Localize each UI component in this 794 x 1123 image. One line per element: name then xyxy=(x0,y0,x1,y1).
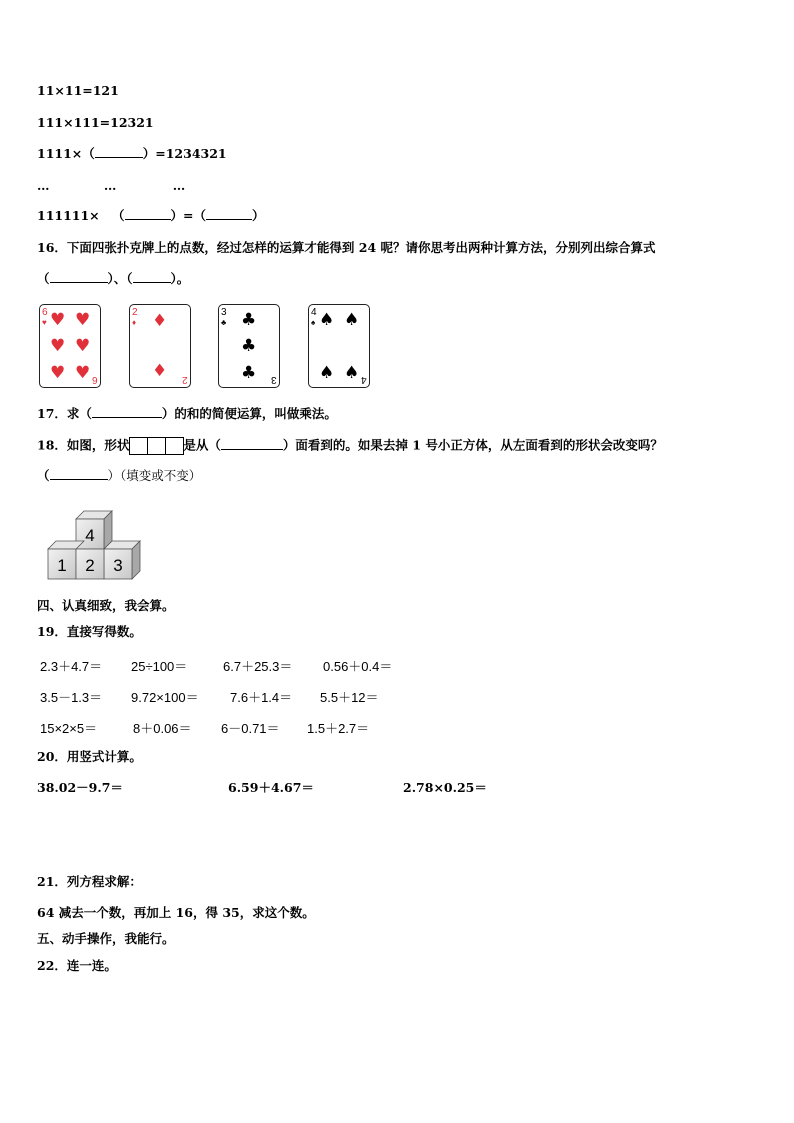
pattern-line-5-pre: 111111× xyxy=(37,208,100,223)
paren-close: ） xyxy=(252,208,265,223)
calc-item: 6－0.71＝ xyxy=(221,721,280,736)
answer-blank[interactable] xyxy=(92,406,162,418)
calc-item: 3.5－1.3＝ xyxy=(40,690,103,705)
q18-pre: 18．如图，形状 xyxy=(37,437,130,453)
card-rank: 3 xyxy=(221,307,227,318)
pattern-line-3 xyxy=(37,146,227,162)
club-icon: ♣ xyxy=(241,336,257,356)
cube-stack-figure xyxy=(40,508,150,584)
vertical-calc-item: 6.59＋4.67＝ xyxy=(228,780,314,795)
card-rank: 4 xyxy=(311,307,317,318)
pattern-line-1: 11×11=121 xyxy=(37,83,119,98)
q17-pre: 17．求（ xyxy=(37,406,92,421)
cube-label: 2 xyxy=(85,556,95,575)
club-icon: ♣ xyxy=(241,310,257,330)
club-icon: ♣ xyxy=(241,363,257,383)
heart-icon: ♥ xyxy=(50,336,66,356)
calc-item: 0.56＋0.4＝ xyxy=(323,659,393,674)
spade-icon: ♠ xyxy=(311,318,316,327)
cube-label: 1 xyxy=(57,556,67,575)
calc-item: 8＋0.06＝ xyxy=(133,721,192,736)
q21-title: 21．列方程求解： xyxy=(37,874,142,889)
calc-item: 2.3＋4.7＝ xyxy=(40,659,103,674)
answer-blank[interactable] xyxy=(50,271,108,283)
cube-label: 4 xyxy=(85,526,95,545)
q17-text xyxy=(37,406,337,422)
q20-title: 20．用竖式计算。 xyxy=(37,749,142,764)
spade-icon: ♠ xyxy=(344,310,360,330)
q21-text: 64 减去一个数，再加上 16，得 35，求这个数。 xyxy=(37,905,315,920)
calc-item: 15×2×5＝ xyxy=(40,721,98,736)
playing-card-3-clubs xyxy=(218,304,280,388)
paren-close: ）。 xyxy=(170,271,190,286)
pattern-line-5 xyxy=(37,208,265,224)
q18-answer-line xyxy=(37,468,201,484)
heart-icon: ♥ xyxy=(75,336,91,356)
paren-open: （ xyxy=(37,468,50,483)
heart-icon: ♥ xyxy=(75,310,91,330)
vertical-calc-item: 2.78×0.25＝ xyxy=(403,780,487,795)
card-rank: 6 xyxy=(92,374,98,385)
card-rank: 2 xyxy=(182,374,188,385)
card-rank: 3 xyxy=(271,374,277,385)
calc-item: 1.5＋2.7＝ xyxy=(307,721,370,736)
section-5-heading: 五、动手操作，我能行。 xyxy=(37,931,175,946)
ellipsis: … xyxy=(103,178,117,193)
calc-item: 6.7＋25.3＝ xyxy=(223,659,293,674)
heart-icon: ♥ xyxy=(50,363,66,383)
spade-icon: ♠ xyxy=(319,310,335,330)
card-rank: 2 xyxy=(132,307,138,318)
diamond-icon: ♦ xyxy=(152,361,168,381)
section-4-heading: 四、认真细致，我会算。 xyxy=(37,598,175,613)
three-square-shape xyxy=(129,437,183,455)
spade-icon: ♠ xyxy=(319,363,335,383)
pattern-line-3-pre: 1111×（ xyxy=(37,146,95,161)
calc-item: 5.5＋12＝ xyxy=(320,690,379,705)
diamond-icon: ♦ xyxy=(132,318,137,327)
answer-blank[interactable] xyxy=(133,271,171,283)
q18-hint: ）（填变或不变） xyxy=(107,469,202,483)
pattern-line-2: 111×111=12321 xyxy=(37,115,154,130)
q19-title: 19．直接写得数。 xyxy=(37,624,142,639)
answer-blank[interactable] xyxy=(221,438,283,450)
answer-blank[interactable] xyxy=(125,208,171,220)
pattern-dots xyxy=(37,178,185,194)
paren-mid: ）=（ xyxy=(170,208,207,223)
q22-title: 22．连一连。 xyxy=(37,958,117,973)
cube-label: 3 xyxy=(113,556,123,575)
vertical-calc-item: 38.02－9.7＝ xyxy=(37,780,123,795)
q16-text: 16．下面四张扑克牌上的点数，经过怎样的运算才能得到 24 呢？请你思考出两种计算方法，分别列出综合算式 xyxy=(37,240,656,255)
heart-icon: ♥ xyxy=(42,318,47,327)
club-icon: ♣ xyxy=(221,318,227,327)
paren-open: （ xyxy=(112,208,125,223)
answer-blank[interactable] xyxy=(95,146,143,158)
heart-icon: ♥ xyxy=(50,310,66,330)
diamond-icon: ♦ xyxy=(152,311,168,331)
card-rank: 4 xyxy=(361,374,367,385)
q17-post: ）的和的简便运算，叫做乘法。 xyxy=(161,406,337,421)
answer-blank[interactable] xyxy=(206,208,252,220)
q16-answer-line xyxy=(37,271,189,287)
playing-card-2-diamonds xyxy=(129,304,191,388)
q18-mid: 是从（ xyxy=(183,437,221,453)
heart-icon: ♥ xyxy=(75,363,91,383)
pattern-line-3-post: ）=1234321 xyxy=(142,146,227,161)
ellipsis: … xyxy=(172,178,186,193)
paren-open: （ xyxy=(37,271,50,286)
calc-item: 25÷100＝ xyxy=(131,659,188,674)
q18-text xyxy=(37,437,663,455)
calc-item: 7.6＋1.4＝ xyxy=(230,690,293,705)
playing-card-6-hearts xyxy=(39,304,101,388)
calc-item: 9.72×100＝ xyxy=(131,690,199,705)
playing-card-4-spades xyxy=(308,304,370,388)
spade-icon: ♠ xyxy=(344,363,360,383)
ellipsis: … xyxy=(37,178,50,193)
card-rank: 6 xyxy=(42,307,48,318)
answer-blank[interactable] xyxy=(50,468,108,480)
q18-post: ）面看到的。如果去掉 1 号小正方体，从左面看到的形状会改变吗？ xyxy=(282,437,663,453)
paren-mid: ）、（ xyxy=(107,271,133,286)
